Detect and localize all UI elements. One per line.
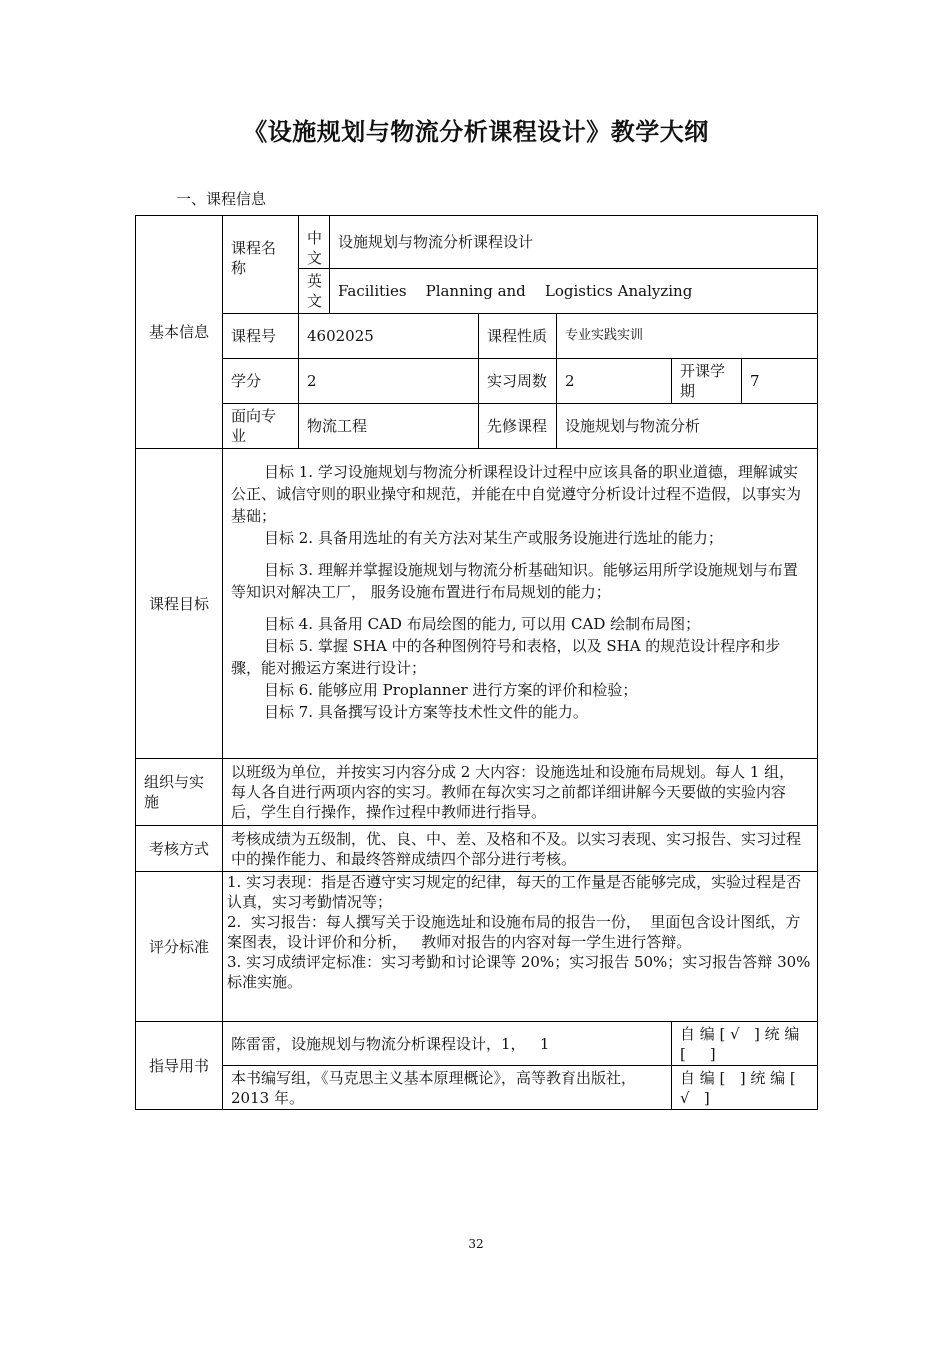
- goal-item: 目标 7. 具备撰写设计方案等技术性文件的能力。: [264, 703, 588, 721]
- goal-item: 目标 5. 掌握 SHA 中的各种图例符号和表格，以及 SHA 的规范设计程序和步骤，能对搬运方案进行设计；: [231, 637, 781, 677]
- term-value: 7: [742, 359, 818, 404]
- grading-item: 1. 实习表现：指是否遵守实习规定的纪律，每天的工作量是否能够完成，实验过程是否认真，实习考勤情况等；: [227, 873, 802, 911]
- major-value: 物流工程: [299, 404, 479, 449]
- course-info-table: [135, 215, 818, 1110]
- prereq-label: 先修课程: [479, 404, 557, 449]
- prereq-value: 设施规划与物流分析: [557, 404, 818, 449]
- goal-item: 目标 6. 能够应用 Proplanner 进行方案的评价和检验；: [264, 681, 638, 699]
- goal-item: 目标 3. 理解并掌握设施规划与物流分析基础知识。能够运用所学设施规划与布置等知识对解决工厂， 服务设施布置进行布局规划的能力；: [231, 561, 798, 601]
- exam-label: 考核方式: [136, 826, 223, 872]
- chinese-label: 中文: [299, 216, 330, 269]
- goals-label: 课程目标: [136, 449, 223, 759]
- book-type-mark: 自 编 [ √ ] 统 编 [ ]: [672, 1022, 818, 1066]
- exam-text: 考核成绩为五级制，优、良、中、差、及格和不及。以实习表现、实习报告、实习过程中的操作能力、和最终答辩成绩四个部分进行考核。: [223, 826, 818, 872]
- document-title: 《设施规划与物流分析课程设计》教学大纲: [243, 118, 709, 146]
- course-name-chinese: 设施规划与物流分析课程设计: [330, 216, 818, 269]
- term-label: 开课学期: [672, 359, 742, 404]
- books-label: 指导用书: [136, 1022, 223, 1110]
- course-name-label: 课程名称: [223, 216, 299, 314]
- grading-label: 评分标准: [136, 872, 223, 1022]
- book-type-mark: 自 编 [ ] 统 编 [ √ ]: [672, 1066, 818, 1110]
- book-entry: 陈雷雷，设施规划与物流分析课程设计，1， 1: [223, 1022, 672, 1066]
- goal-item: 目标 2. 具备用选址的有关方法对某生产或服务设施进行选址的能力；: [264, 529, 723, 547]
- english-label: 英文: [299, 269, 330, 314]
- org-label: 组织与实施: [136, 759, 223, 826]
- section-heading: 一、课程信息: [176, 190, 267, 208]
- grading-item: 3. 实习成绩评定标准：实习考勤和讨论课等 20%；实习报告 50%；实习报告答辩 30%标准实施。: [227, 953, 811, 991]
- credit-value: 2: [299, 359, 479, 404]
- page-number: 32: [468, 1237, 484, 1251]
- course-code-value: 4602025: [299, 314, 479, 359]
- major-label: 面向专业: [223, 404, 299, 449]
- basic-info-label: 基本信息: [136, 216, 223, 449]
- course-code-label: 课程号: [223, 314, 299, 359]
- grading-item: 2. 实习报告：每人撰写关于设施选址和设施布局的报告一份， 里面包含设计图纸，方案图表，设计评价和分析， 教师对报告的内容对每一学生进行答辩。: [227, 913, 801, 951]
- weeks-label: 实习周数: [479, 359, 557, 404]
- course-nature-label: 课程性质: [479, 314, 557, 359]
- goal-item: 目标 1. 学习设施规划与物流分析课程设计过程中应该具备的职业道德，理解诚实公正、诚信守则的职业操守和规范，并能在中自觉遵守分析设计过程不造假，以事实为基础；: [231, 463, 802, 525]
- credit-label: 学分: [223, 359, 299, 404]
- org-text: 以班级为单位，并按实习内容分成 2 大内容：设施选址和设施布局规划。每人 1 组，每人各自进行两项内容的实习。教师在每次实习之前都详细讲解今天要做的实验内容后，学生自行操作，操作过程中教师进行指导。: [223, 759, 818, 826]
- course-nature-value: 专业实践实训: [557, 314, 818, 359]
- book-entry: 本书编写组，《马克思主义基本原理概论》，高等教育出版社， 2013 年。: [223, 1066, 672, 1110]
- course-name-english: Facilities Planning and Logistics Analyzing: [330, 269, 818, 314]
- weeks-value: 2: [557, 359, 672, 404]
- grading-criteria: [223, 872, 818, 1022]
- course-goals: [223, 449, 818, 759]
- goal-item: 目标 4. 具备用 CAD 布局绘图的能力, 可以用 CAD 绘制布局图；: [264, 615, 701, 633]
